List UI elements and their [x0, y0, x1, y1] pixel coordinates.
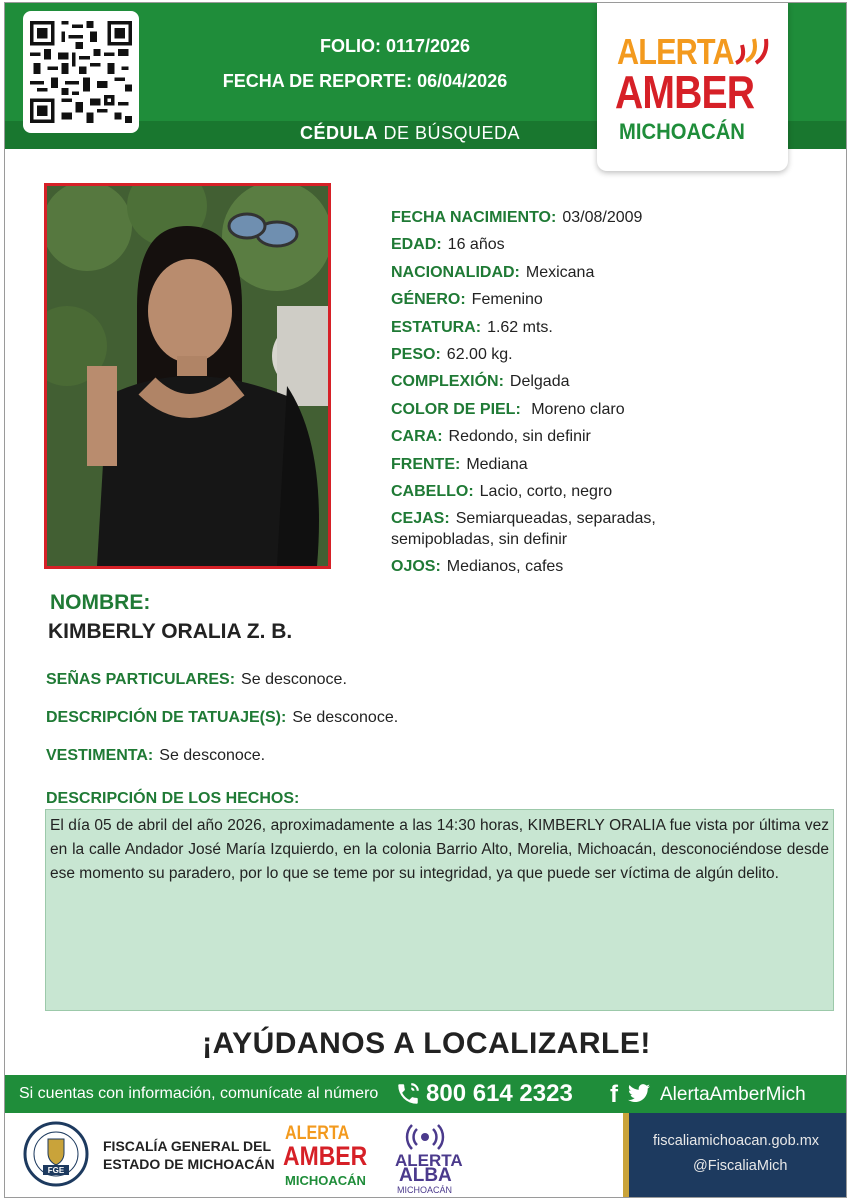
accent-stripe [623, 1113, 629, 1198]
field-nacionalidad: NACIONALIDAD: Mexicana [391, 263, 595, 281]
field-ojos: OJOS: Medianos, cafes [391, 558, 564, 576]
social-handle[interactable]: AlertaAmberMich [660, 1084, 806, 1105]
phone-number[interactable]: 800 614 2323 [426, 1080, 573, 1107]
alerta-amber-logo [597, 3, 788, 171]
document-type [235, 123, 585, 144]
footer-alba-logo: ALERTA ALBA MICHOACÁN [391, 1121, 461, 1193]
field-complexion: COMPLEXIÓN: Delgada [391, 373, 570, 391]
field-estatura: ESTATURA: 1.62 mts. [391, 318, 553, 336]
field-edad: EDAD: 16 años [391, 236, 505, 254]
field-vestimenta: VESTIMENTA: Se desconoce. [46, 747, 266, 764]
signal-waves-icon [732, 33, 772, 77]
fge-name: FISCALÍA GENERAL DEL ESTADO DE MICHOACÁN [103, 1138, 275, 1172]
footer [5, 1113, 847, 1198]
contact-text: Si cuentas con información, comunícate al número [19, 1085, 379, 1102]
facts-description: El día 05 de abril del año 2026, aproximadamente a las 14:30 horas, KIMBERLY ORALIA fue vista por última vez en la calle Andador José María Izquierdo, en la colonia Barrio Alto, Morelia, Michoacán, desconociéndose desde ese momento su paradero, por lo que se teme por su integridad, ya que puede ser víctima de algún delito. [45, 809, 834, 1011]
logo-michoacan: MICHOACÁN [619, 119, 745, 144]
field-cara: CARA: Redondo, sin definir [391, 428, 591, 446]
field-fecha-nacimiento: FECHA NACIMIENTO: 03/08/2009 [391, 209, 643, 226]
cedula-rest: DE BÚSQUEDA [377, 123, 521, 143]
field-cabello: CABELLO: Lacio, corto, negro [391, 483, 613, 501]
name-label: NOMBRE: [50, 591, 151, 614]
field-frente: FRENTE: Mediana [391, 455, 528, 473]
cedula-bold: CÉDULA [299, 123, 378, 143]
search-poster [4, 2, 847, 1198]
footer-amber-logo: ALERTA AMBER MICHOACÁN [283, 1123, 368, 1188]
website-box [623, 1113, 847, 1198]
fiscalia-social-handle[interactable]: @FiscaliaMich [693, 1158, 788, 1174]
help-locate-heading: ¡AYÚDANOS A LOCALIZARLE! [202, 1027, 651, 1060]
alba-signal-icon [405, 1121, 445, 1151]
report-date: FECHA DE REPORTE: 06/04/2026 [222, 71, 508, 91]
person-name: KIMBERLY ORALIA Z. B. [48, 620, 293, 643]
facebook-icon[interactable]: f [610, 1081, 618, 1108]
field-cejas: CEJAS: Semiarqueadas, separadas, semipobladas, sin definir [391, 510, 656, 549]
contact-bar [5, 1075, 847, 1113]
svg-text:FGE: FGE [47, 1166, 65, 1175]
logo-alerta: ALERTA [617, 31, 734, 72]
field-color-piel: COLOR DE PIEL: Moreno claro [391, 400, 625, 418]
facts-label: DESCRIPCIÓN DE LOS HECHOS: [46, 790, 300, 807]
missing-person-photo [44, 183, 331, 569]
phone-icon [395, 1081, 421, 1107]
field-peso: PESO: 62.00 kg. [391, 346, 513, 364]
fge-seal-icon [23, 1121, 89, 1187]
website-url[interactable]: fiscaliamichoacan.gob.mx [653, 1133, 820, 1149]
field-genero: GÉNERO: Femenino [391, 291, 543, 309]
qr-code[interactable] [23, 11, 139, 133]
logo-amber: AMBER [615, 66, 755, 118]
field-senas-particulares: SEÑAS PARTICULARES: Se desconoce. [46, 671, 347, 688]
folio-number: FOLIO: 0117/2026 [319, 36, 471, 56]
person-details [391, 204, 831, 581]
twitter-icon[interactable] [627, 1084, 651, 1104]
field-tatuajes: DESCRIPCIÓN DE TATUAJE(S): Se desconoce. [46, 709, 399, 726]
